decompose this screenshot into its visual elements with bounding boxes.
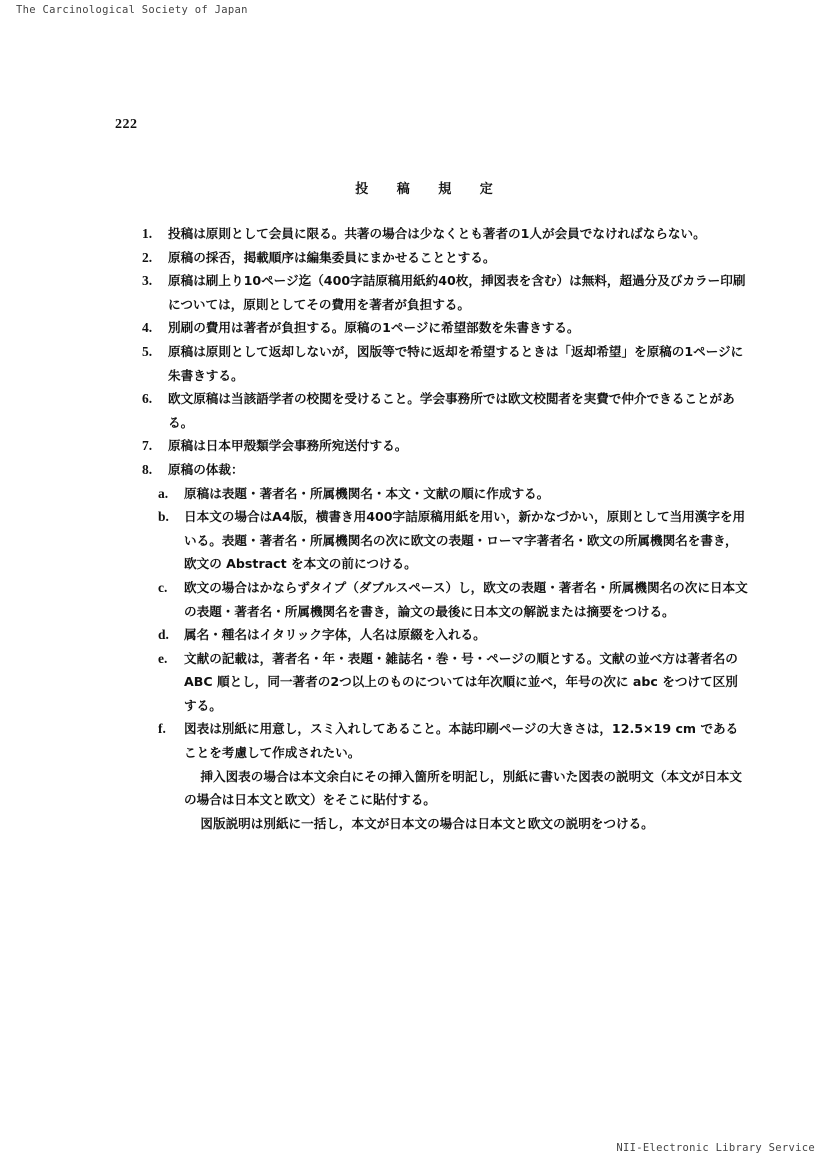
- rule-number: 7.: [142, 438, 153, 454]
- page-number: 222: [115, 117, 138, 132]
- document-title: 投 稿 規 定: [355, 182, 505, 197]
- rule-text: 原稿の体裁：: [168, 461, 244, 477]
- rule-number: 2.: [142, 249, 153, 265]
- subrules-list: [142, 482, 750, 765]
- subrule-item: [142, 717, 750, 764]
- rule-text: 原稿は刷上り10ページ迄（400字詰原稿用紙約40枚，挿図表を含む）は無料，超過分及びカラー印刷については，原則としてその費用を著者が負担する。: [168, 273, 746, 312]
- rule-text: 原稿は原則として返却しないが，図版等で特に返却を希望するときは「返却希望」を原稿の1ページに朱書きする。: [168, 343, 744, 383]
- subrule-text: 原稿は表題・著者名・所属機関名・本文・文献の順に作成する。: [184, 485, 550, 501]
- subrule-letter: f.: [158, 721, 166, 737]
- rule-item: [142, 340, 750, 387]
- subrule-item: [142, 576, 750, 623]
- subrule-item: [142, 647, 750, 718]
- rule-text: 別刷の費用は著者が負担する。原稿の1ページに希望部数を朱書きする。: [168, 320, 580, 336]
- rule-item: [142, 387, 750, 434]
- subrule-text: 日本文の場合はA4版，横書き用400字詰原稿用紙を用い，新かなづかい，原則として当用漢字を用いる。表題・著者名・所属機関名の次に欧文の表題・ローマ字著者名・欧文の所属機関名を書き，欧文の Abstract を本文の前につける。: [184, 509, 746, 572]
- rule-text: 原稿は日本甲殻類学会事務所宛送付する。: [168, 438, 408, 454]
- rule-text: 欧文原稿は当該語学者の校閲を受けること。学会事務所では欧文校閲者を実費で仲介できることがある。: [168, 391, 735, 430]
- rule-item: [142, 316, 750, 340]
- subrule-text: 欧文の場合はかならずタイプ（ダブルスペース）し，欧文の表題・著者名・所属機関名の次に日本文の表題・著者名・所属機関名を書き，論文の最後に日本文の解説または摘要をつける。: [184, 579, 748, 619]
- rule-item: [142, 434, 750, 458]
- rule-item: [142, 458, 750, 482]
- subrule-letter: b.: [158, 509, 169, 525]
- rules-list: [142, 222, 750, 835]
- subrule-letter: c.: [158, 579, 168, 595]
- rule-item: [142, 246, 750, 270]
- subrule-letter: a.: [158, 485, 169, 501]
- society-header: The Carcinological Society of Japan: [16, 4, 248, 16]
- subrule-item: [142, 482, 750, 506]
- library-service-footer: NII-Electronic Library Service: [616, 1142, 815, 1154]
- rule-number: 6.: [142, 391, 153, 407]
- rule-item: [142, 222, 750, 246]
- rule-number: 3.: [142, 273, 153, 289]
- rule-number: 1.: [142, 226, 153, 241]
- subrule-letter: d.: [158, 627, 169, 643]
- rule-number: 8.: [142, 461, 153, 477]
- subrule-text: 文献の記載は，著者名・年・表題・雑誌名・巻・号・ページの順とする。文献の並べ方は著者名の ABC 順とし，同一著者の2つ以上のものについては年次順に並べ，年号の次に abc をつけて区別する。: [184, 650, 738, 713]
- rule-item: [142, 269, 750, 316]
- subrule-item: [142, 505, 750, 576]
- rule-text: 投稿は原則として会員に限る。共著の場合は少なくとも著者の1人が会員でなければならない。: [168, 226, 706, 241]
- plate-caption-paragraph: 図版説明は別紙に一括し，本文が日本文の場合は日本文と欧文の説明をつける。: [200, 815, 654, 831]
- rule-number: 4.: [142, 320, 153, 336]
- subrule-item: [142, 623, 750, 647]
- rule-text: 原稿の採否，掲載順序は編集委員にまかせることとする。: [168, 249, 496, 265]
- subrule-text: 属名・種名はイタリック字体，人名は原綴を入れる。: [184, 627, 486, 643]
- subrule-letter: e.: [158, 650, 168, 666]
- figure-insertion-paragraph: 挿入図表の場合は本文余白にその挿入箇所を明記し，別紙に書いた図表の説明文（本文が日本文の場合は日本文と欧文）をそこに貼付する。: [184, 768, 742, 808]
- rule-number: 5.: [142, 343, 153, 359]
- subrule-text: 図表は別紙に用意し，スミ入れしてあること。本誌印刷ページの大きさは，12.5×19 cm であることを考慮して作成されたい。: [184, 721, 739, 761]
